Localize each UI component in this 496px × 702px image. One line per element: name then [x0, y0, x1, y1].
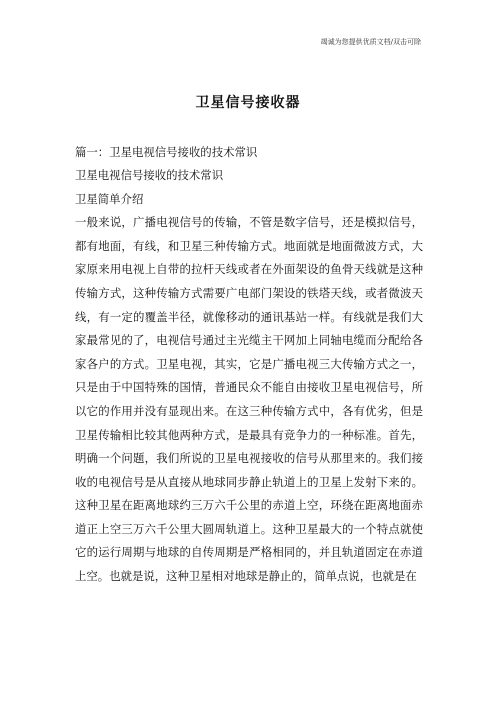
document-title: 卫星信号接收器 [195, 95, 301, 111]
subheading-intro: 卫星简单介绍 [75, 191, 144, 206]
section-heading: 篇一：卫星电视信号接收的技术常识 [75, 145, 258, 159]
header-note: 竭诚为您提供优质文档/双击可除 [320, 38, 421, 46]
subheading: 卫星电视信号接收的技术常识 [75, 168, 224, 183]
body-paragraph: 一般来说，广播电视信号的传输，不管是数字信号，还是模拟信号，都有地面，有线，和卫星三种传输方式。地面就是地面微波方式，大家原来用电视上自带的拉杆天线或者在外面架设的鱼骨天线就是这种传输方式，这种传输方式需要广电部门架设的铁塔天线，或者微波天线，有一定的覆盖半径，就像移动的通讯基站一样。有线就是我们大家最常见的了，电视信号通过主光缆主干网加上同轴电缆而分配给各家各户的方式。卫星电视，其实，它是广播电视三大传输方式之一，只是由于中国特殊的国情，普通民众不能自由接收卫星电视信号，所以它的作用并没有显现出来。在这三种传输方式中，各有优劣，但是卫星传输相比较其他两种方式，是最具有竞争力的一种标准。首先，明确一个问题，我们所说的卫星电视接收的信号从那里来的。我们接收的电视信号是从直接从地球同步静止轨道上的卫星上发射下来的。这种卫星在距离地球约三万六千公里的赤道上空，环绕在距离地面赤道正上空三万六千公里大圆周轨道上。这种卫星最大的一个特点就使它的运行周期与地球的自传周期是严格相同的，并且轨道固定在赤道上空。也就是说，这种卫星相对地球是静止的，简单点说，也就是在 [75, 215, 423, 584]
document-body [75, 141, 423, 589]
